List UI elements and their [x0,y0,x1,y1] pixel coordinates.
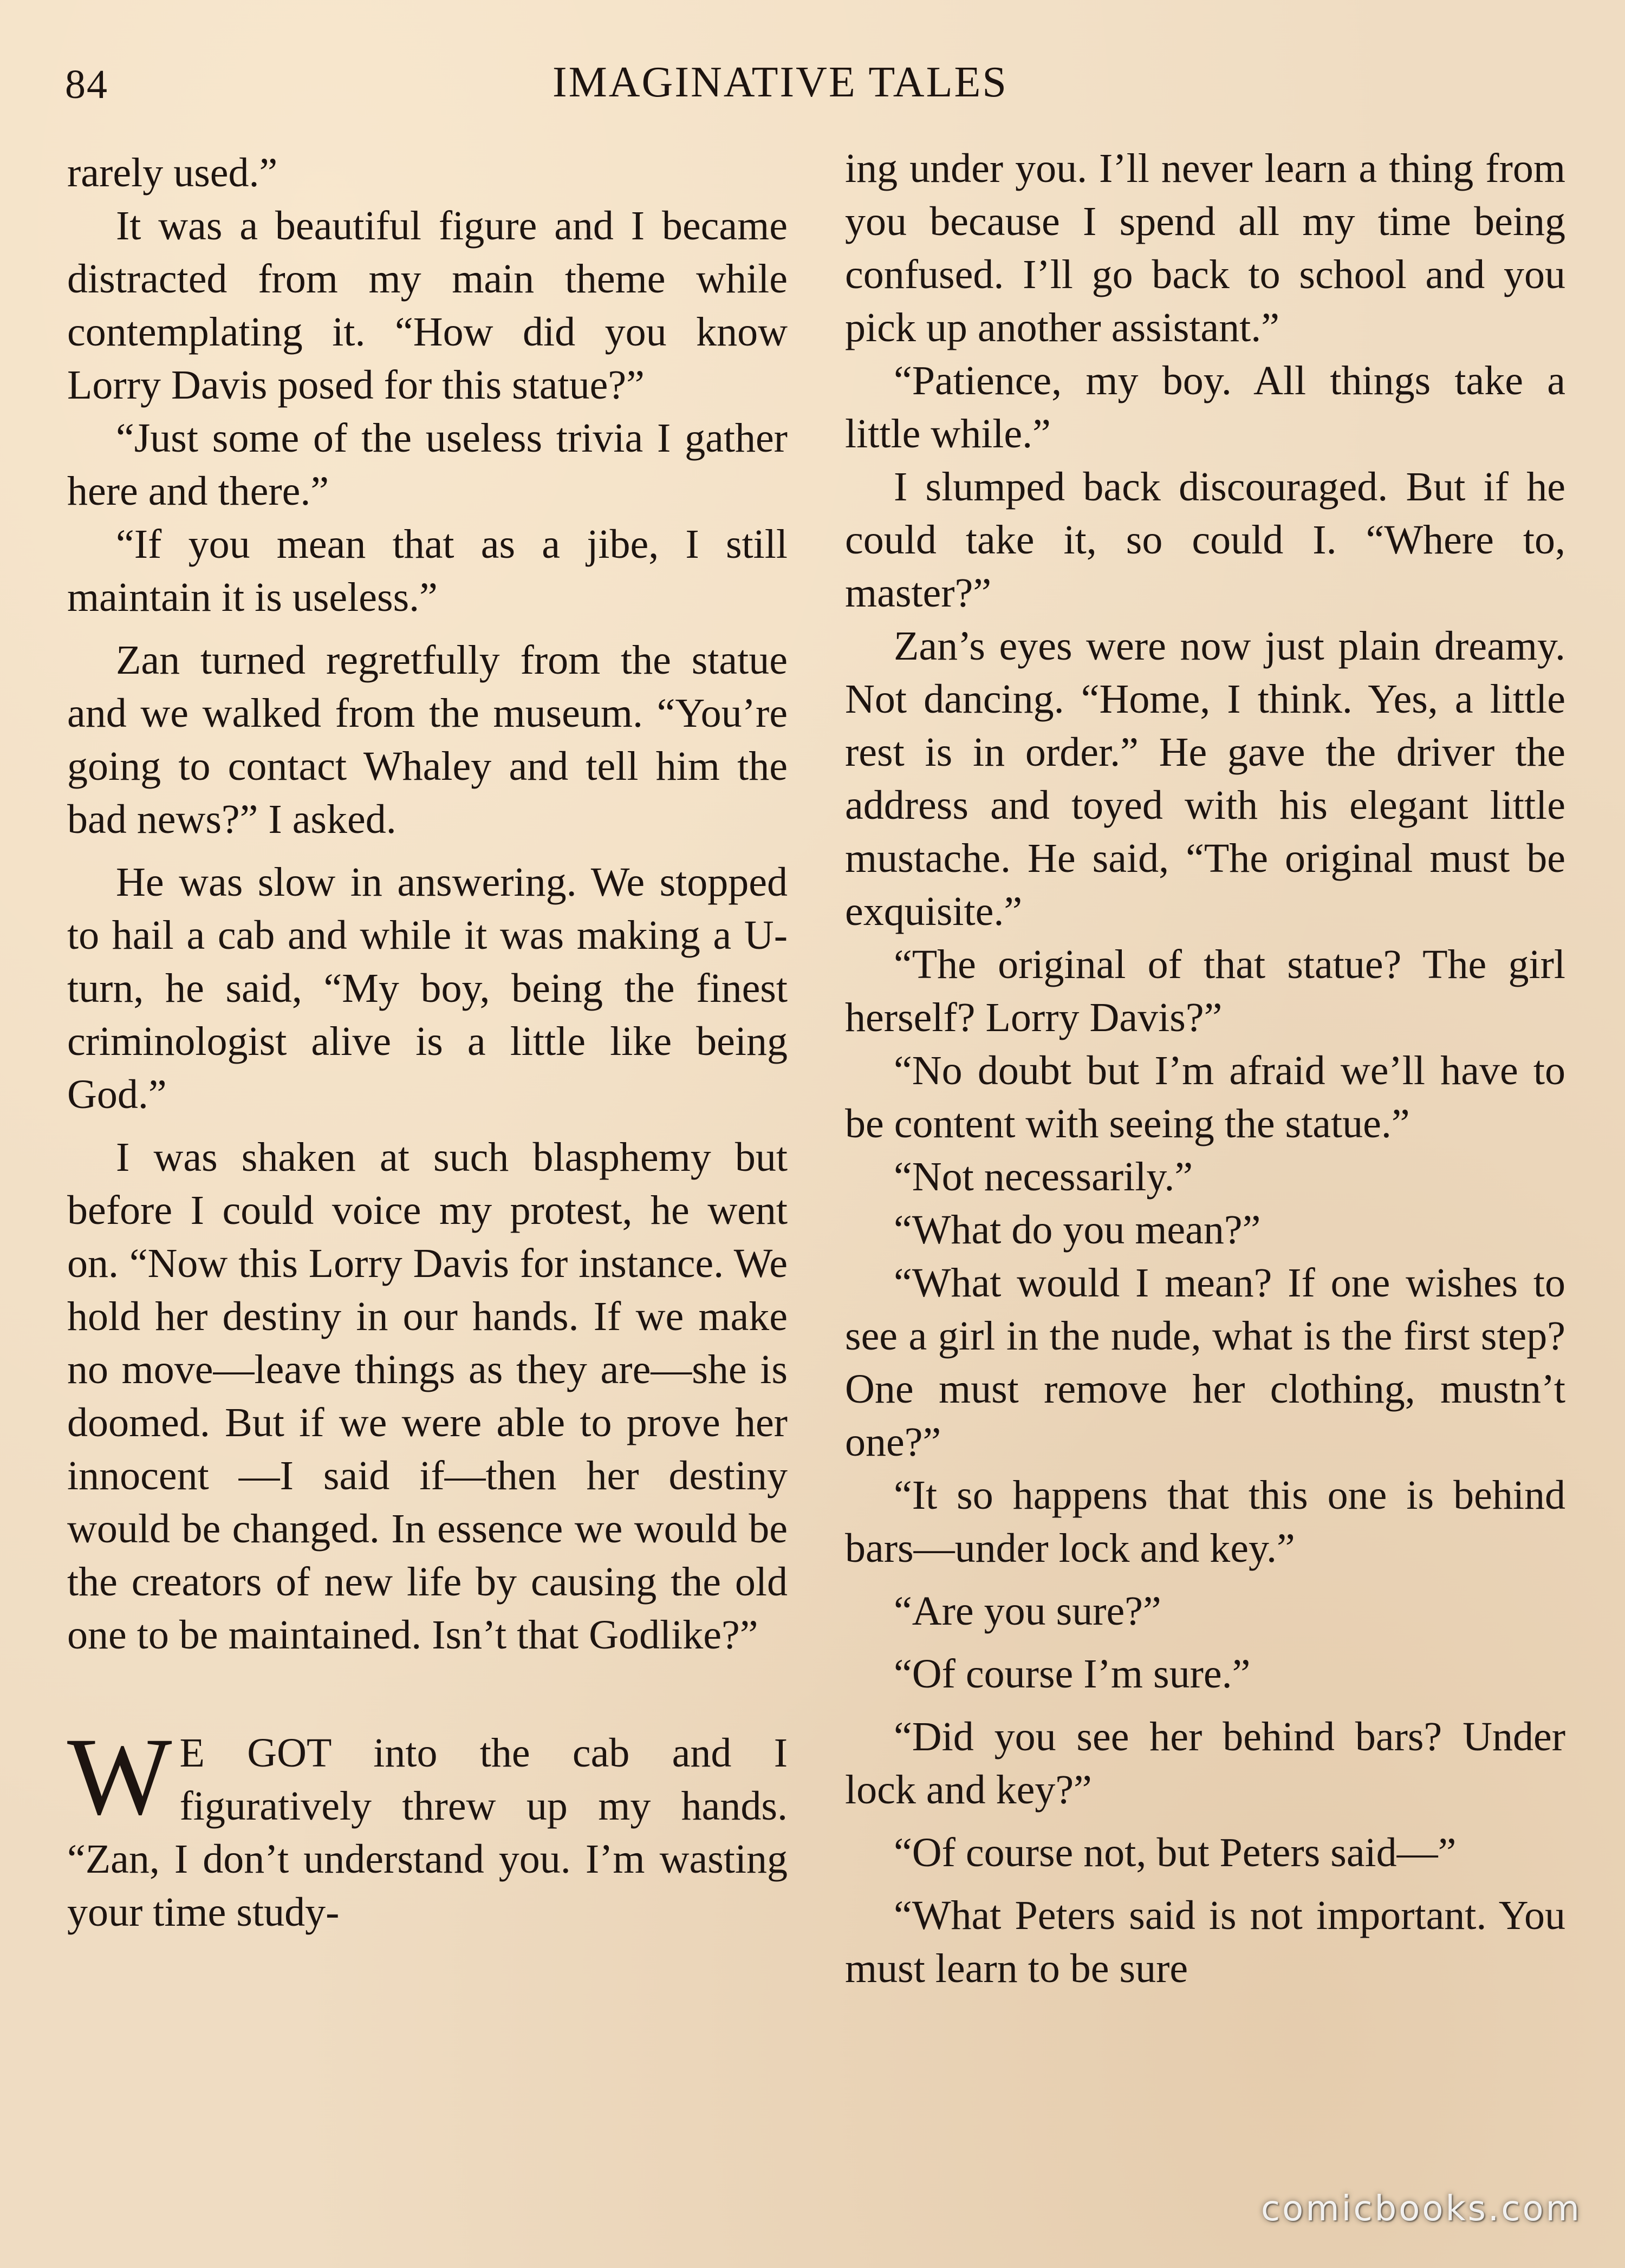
paragraph: “If you mean that as a jibe, I still maintain it is useless.” [67,522,788,620]
paragraph: “Just some of the useless trivia I gather here and there.” [67,415,788,514]
paragraph: “Are you sure?” [894,1588,1161,1634]
left-column [67,146,788,2215]
paragraph: Zan turned regretfully from the statue and we walked from the museum. “You’re going to contact Whaley and tell him the bad news?” I asked. [67,637,788,842]
drop-cap: W [67,1715,172,1838]
paragraph: “The original of that statue? The girl herself? Lorry Davis?” [845,942,1565,1040]
paragraph: He was slow in answering. We stopped to hail a cab and while it was making a U-turn, he said, “My boy, being the finest criminologist alive is a little like being God.” [67,859,788,1117]
paragraph: “Not necessarily.” [894,1154,1193,1200]
paragraph: “No doubt but I’m afraid we’ll have to be content with seeing the statue.” [845,1048,1565,1146]
paragraph: It was a beautiful figure and I became distracted from my main theme while contemplating it. “How did you know Lorry Davis posed for this statue?” [67,203,788,408]
paragraph: ing under you. I’ll never learn a thing from you because I spend all my time being confused. I’ll go back to school and you pick up another assistant.” [845,146,1565,350]
section-opening-text: E GOT into the cab and I figuratively threw up my hands. “Zan, I don’t understand you. I’m wasting your time study- [67,1730,788,1935]
running-title: IMAGINATIVE TALES [552,58,1008,106]
right-column [845,142,1565,2211]
paragraph: “What would I mean? If one wishes to see a girl in the nude, what is the first step? One must remove her clothing, mustn’t one?” [845,1260,1565,1465]
paragraph: “What do you mean?” [894,1207,1261,1253]
paragraph: Zan’s eyes were now just plain dreamy. Not dancing. “Home, I think. Yes, a little rest is in order.” He gave the driver the address and toyed with his elegant little mustache. He said, “The original must be exquisite.” [845,623,1565,934]
paragraph: “Of course I’m sure.” [894,1651,1251,1697]
paragraph: “Did you see her behind bars? Under lock and key?” [845,1714,1565,1813]
section-opening-paragraph [67,1715,788,1939]
watermark: comicbooks.com [1260,2189,1582,2229]
paragraph: “It so happens that this one is behind bars—under lock and key.” [845,1472,1565,1571]
page-number: 84 [65,62,108,107]
paragraph: I slumped back discouraged. But if he could take it, so could I. “Where to, master?” [845,464,1565,616]
paragraph: I was shaken at such blasphemy but before I could voice my protest, he went on. “Now this Lorry Davis for instance. We hold her destiny in our hands. If we make no move—leave things as they are—she is doomed. But if we were able to prove her innocent —I said if—then her destiny would be changed. In essence we would be the creators of new life by causing the old one to be maintained. Isn’t that Godlike?” [67,1135,788,1658]
paragraph: rarely used.” [67,150,278,195]
paragraph: “Patience, my boy. All things take a little while.” [845,358,1565,457]
paragraph: “What Peters said is not important. You must learn to be sure [845,1893,1565,1991]
paragraph: “Of course not, but Peters said—” [894,1830,1457,1875]
